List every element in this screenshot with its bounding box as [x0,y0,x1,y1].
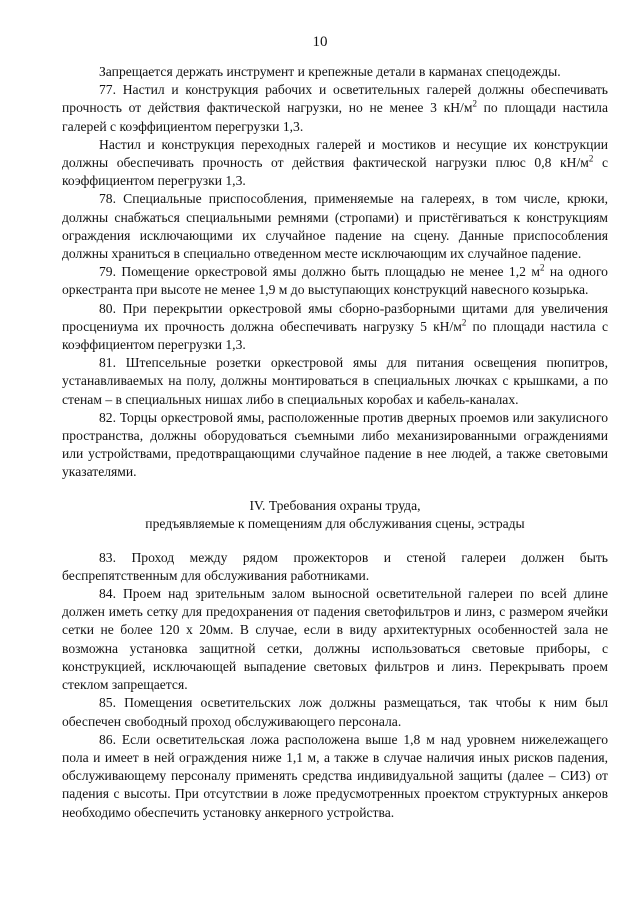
paragraph-85: 85. Помещения осветительских лож должны размещаться, так чтобы к ним был обеспечен свободный проход обслуживающего персонала. [62,695,608,729]
paragraph-82: 82. Торцы оркестровой ямы, расположенные против дверных проемов или закулисного пространства, должны оборудоваться съемными либо механизированными ограждениями или устройствами, предотвращающими случайное падение в нее людей, а также световыми указателями. [62,409,608,480]
section-heading-line-2: предъявляемые к помещениям для обслуживания сцены, эстрады [145,516,525,532]
paragraph-79: 79. Помещение оркестровой ямы должно быть площадью не менее 1,2 $м^2$ на одного оркестранта при высоте не менее 1,9 м до выступающих конструкций навесного козырька. [62,262,608,298]
page-number: 10 [312,34,328,50]
section-heading-line-1: IV. Требования охраны труда, [249,497,421,513]
paragraph-86: 86. Если осветительская ложа расположена выше 1,8 м над уровнем нижележащего пола и имеет в ней ограждения ниже 1,1 м, а также в случае наличия иных рисков падения, обслуживающему персоналу применять средства индивидуальной защиты (далее – СИЗ) от падения с высоты. При отсутствии в ложе предусмотренных проектом структурных анкеров необходимо обеспечить установку анкерного устройства. [62,731,608,820]
paragraph-81: 81. Штепсельные розетки оркестровой ямы для питания освещения пюпитров, устанавливаемых на полу, должны монтироваться в специальных лючках с крышками, а по стенам – в специальных нишах либо в специальных коробах и кабель-каналах. [62,355,608,407]
paragraph-80: 80. При перекрытии оркестровой ямы сборно-разборными щитами для увеличения просцениума их прочность должна обеспечивать нагрузку 5 $кН/м^2$ по площади настила с коэффициентом перегрузки 1,3. [62,300,608,353]
paragraph-77-transit-gallery: Настил и конструкция переходных галерей и мостиков и несущие их конструкции должны обеспечивать прочность от действия фактической нагрузки плюс 0,8 $кН/м^2$ с коэффициентом перегрузки 1,3. [62,136,608,189]
paragraph-pocket-ban: Запрещается держать инструмент и крепежные детали в карманах спецодежды. [99,64,561,79]
paragraph-83: 83. Проход между рядом прожекторов и стеной галереи должен быть беспрепятственным для обслуживания работниками. [62,549,608,583]
section-heading [62,497,608,534]
paragraph-77-gallery-floor: 77. Настил и конструкция рабочих и осветительных галерей должны обеспечивать прочность от действия фактической нагрузки, но не менее 3 $кН/м^2$ по площади настила галерей с коэффициентом перегрузки 1,3. [62,82,608,134]
paragraph-78: 78. Специальные приспособления, применяемые на галереях, в том числе, крюки, должны снабжаться специальными ремнями (стропами) и пристёгиваться к конструкциям ограждения исключающими их случайное падение на сцену. Данные приспособления должны храниться в специально отведенном месте исключающим их случайное падение. [62,191,608,262]
paragraph-84: 84. Проем над зрительным залом выносной осветительной галереи по всей длине должен иметь сетку для предохранения от падения светофильтров и линз, с размером ячейки сетки не более 120 х 20мм. В случае, если в виду архитектурных особенностей зала не возможна установка защитной сетки, должны использоваться световые приборы, с конструкцией, исключающей выпадение световых фильтров и линз. Перекрывать проем стеклом запрещается. [62,586,608,693]
document-body [62,63,608,822]
